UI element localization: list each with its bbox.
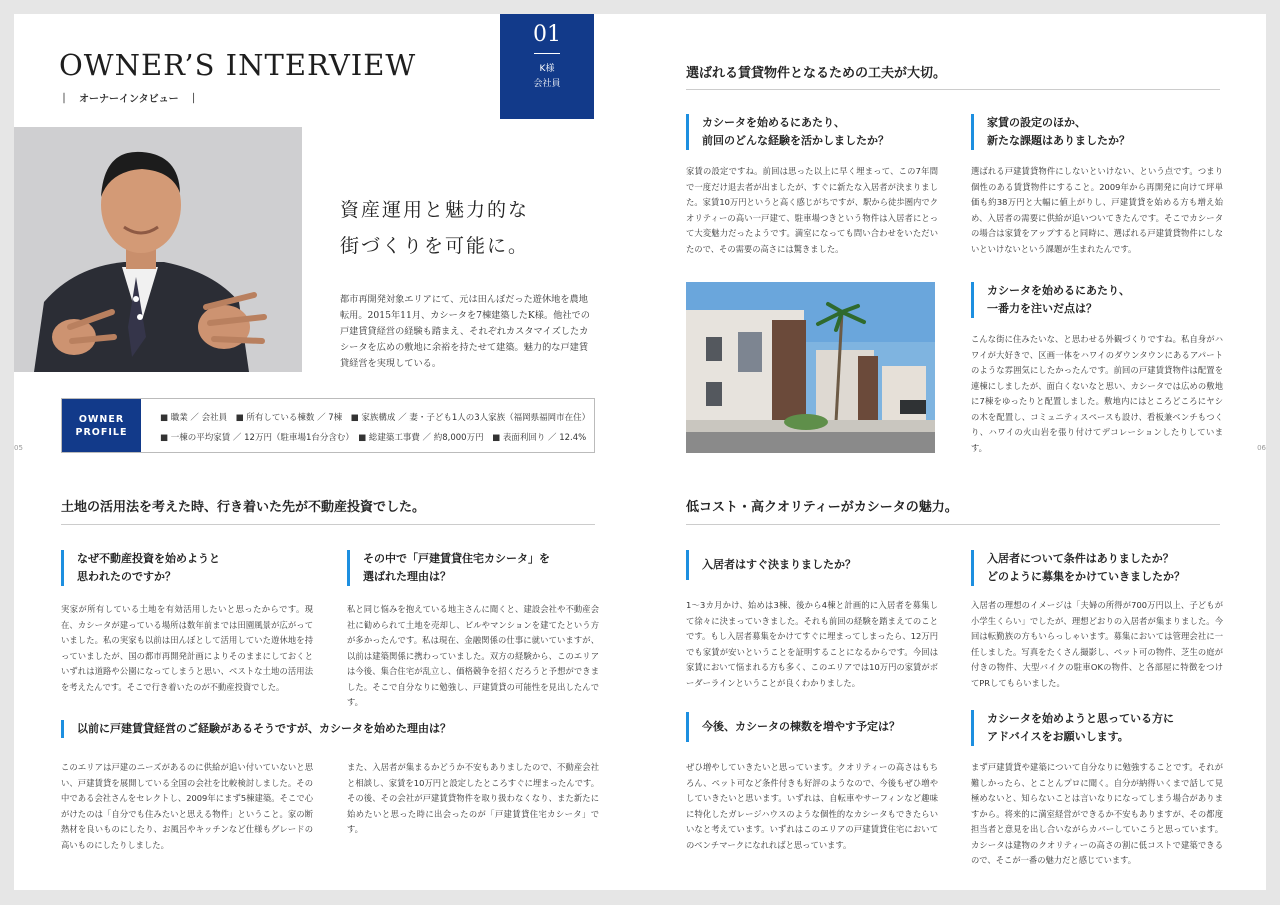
profile-row-1: ■ 職業 ／ 会社員 ■ 所有している棟数 ／ 7棟 ■ 家族構成 ／ 妻・子ども1人の3人家族（福岡県福岡市在住） bbox=[160, 413, 591, 423]
answer-previous-experience-2: また、入居者が集まるかどうか不安もありましたので、不動産会社と相談し、家賃を10万円と設定したところすぐに埋まったんです。その後、その会社が戸建賃貸物件を取り扱わなくなり、また新たに始めたいと思った時に出会ったのが「戸建賃貸住宅カシータ」です。 bbox=[347, 762, 599, 834]
title-en: OWNER’S INTERVIEW bbox=[59, 48, 417, 82]
question-line: 思われたのですか？ bbox=[77, 570, 176, 583]
section-heading-chosen-property: 選ばれる賃貸物件となるための工夫が大切。 bbox=[686, 66, 947, 81]
house-photo-illustration bbox=[686, 282, 935, 453]
answer-most-effort: こんな街に住みたいな、と思わせる外観づくりですね。私自身がハワイが大好きで、区画一体をハワイのダウンタウンにあるアパートのような雰囲気にしたかったんです。前回の戸建賃貸物件は配置を連棟にしましたが、面白くないなと思い、カシータでは広めの敷地に7棟をゆったりと配置しました。敷地内にはところどころにヤシの木を配置し、コミュニティスペースも設け、看板兼ベンチもつくり、ハワイの火山岩を張り付けてデコレーションしたりしています。 bbox=[971, 334, 1223, 453]
question-line: カシータを始めるにあたり、 bbox=[702, 116, 845, 129]
section-heading-low-cost: 低コスト・高クオリティーがカシータの魅力。 bbox=[686, 500, 958, 515]
section-divider bbox=[61, 524, 595, 525]
answer-tenant-conditions: 入居者の理想のイメージは「夫婦の所得が700万円以上、子どもが小学生くらい」でしたが、理想どおりの入居者が集まりました。今回は転勤族の方もいらっしゃいます。募集においては管理会社に一任しました。写真をたくさん撮影し、ペット可の物件、芝生の庭が付きの物件、大型バイクの駐車OKの物件、と各部屋に特徴をつけてPRしてもらいました。 bbox=[971, 600, 1223, 688]
badge-name: K様 bbox=[539, 64, 555, 74]
page-number-left: 05 bbox=[14, 444, 23, 452]
interview-number-badge bbox=[500, 14, 594, 119]
answer-advice: まず戸建賃貸や建築について自分なりに勉強することです。それが難しかったら、とことんプロに聞く。自分が納得いくまで話して見極めないと、知らないことは言いなりになってしまう場合がありますから。将来的に満室経営ができるか不安もありますが、その都度担当者と意見を出し合いながらカバーしていこうと思っています。カシータは建物のクオリティーの高さの割に低コストで建築できるので、そこが一番の魅力だと感じています。 bbox=[971, 762, 1223, 865]
question-future-plans: 今後、カシータの棟数を増やす予定は？ bbox=[686, 712, 936, 742]
profile-row-2: ■ 一棟の平均家賃 ／ 12万円（駐車場1台分含む） ■ 総建築工事費 ／ 約8,000万円 ■ 表面利回り ／ 12.4% bbox=[160, 433, 587, 443]
question-line: なぜ不動産投資を始めようと bbox=[77, 552, 220, 565]
answer-previous-experience-1: このエリアは戸建のニーズがあるのに供給が追い付いていないと思い、戸建賃貸を展開している全国の会社を比較検討しました。その中である会社さんをセレクトし、2009年にまず5棟建築。そこで心がけたのは「自分でも住みたいと思える物件」ということ。家の断熱材を良いものにしたり、お風呂やキッチンなど仕様もグレードの高いものにしたりしました。 bbox=[61, 762, 313, 850]
profile-label bbox=[62, 399, 141, 452]
lead-text: 都市再開発対象エリアにて、元は田んぼだった遊休地を農地転用。2015年11月、カシータを7棟建築したK様。他社での戸建賃貸経営の経験も踏まえ、それぞれカスタマイズしたカシータを広めの敷地に余裕を持たせて建築。魅力的な戸建賃貸経営を実現している。 bbox=[340, 294, 590, 369]
question-line: カシータを始めるにあたり、 bbox=[987, 284, 1130, 297]
question-line: その中で「戸建賃貸住宅カシータ」を bbox=[363, 552, 550, 565]
question-why-casita bbox=[347, 550, 597, 586]
catch-copy bbox=[340, 192, 529, 264]
question-line: カシータを始めようと思っている方に bbox=[987, 712, 1174, 725]
question-line: 選ばれた理由は？ bbox=[363, 570, 451, 583]
left-page bbox=[14, 14, 640, 890]
question-tenants-quickly: 入居者はすぐ決まりましたか？ bbox=[686, 550, 936, 580]
question-experience-used bbox=[686, 114, 936, 150]
owner-profile-box bbox=[61, 398, 595, 453]
question-most-effort bbox=[971, 282, 1221, 318]
answer-why-casita: 私と同じ悩みを抱えている地主さんに聞くと、建設会社や不動産会社に勧められて土地を売却し、ビルやマンションを建てたという方が多かったんです。私は現在、金融関係の仕事に就いていますが、以前は建築関係に携わっていました。双方の経験から、このエリアは今後、集合住宅が乱立し、価格競争を招くだろうと予想ができました。そこで自分なりに勉強し、戸建賃貸の可能性を見出したんです。 bbox=[347, 604, 599, 707]
question-line: 前回のどんな経験を活かしましたか？ bbox=[702, 134, 889, 147]
question-previous-experience: 以前に戸建賃貸経営のご経験があるそうですが、カシータを始めた理由は？ bbox=[61, 720, 595, 738]
title-ja: ｜ オーナーインタビュー ｜ bbox=[59, 94, 199, 105]
question-line: 家賃の設定のほか、 bbox=[987, 116, 1086, 129]
house-photo bbox=[686, 282, 935, 453]
question-advice bbox=[971, 710, 1221, 746]
owner-photo bbox=[14, 127, 302, 372]
answer-tenants-quickly: 1～3カ月かけ、始めは3棟、後から4棟と計画的に入居者を募集して徐々に決まっていきました。それも前回の経験を踏まえてのことです。もし入居者募集をかけてすぐに埋まってしまったら、12万円でも家賃が安いということを証明することになるからです。今回は家賃において悩まれる方も多く、このエリアでは10万円の家賃がボーダーラインということが良くわかりました。 bbox=[686, 600, 938, 688]
answer-experience-used: 家賃の設定ですね。前回は思った以上に早く埋まって、この7年間で一度だけ退去者が出ましたが、すぐに新たな入居者が決まりました。家賃10万円というと高く感じがちですが、駅から徒歩圏内でクオリティーの高い一戸建て、駐車場つきという物件は入居者にとって大変魅力だったようです。満室になっても問い合わせをいただいたので、その需要の高さには驚きました。 bbox=[686, 166, 938, 254]
answer-why-start: 実家が所有している土地を有効活用したいと思ったからです。現在、カシータが建っている場所は数年前までは田園風景が広がっていました。私の実家も以前は田んぼとして活用していた遊休地を持っていましたが、国の都市再開発計画によりそのままにしておくといずれは道路や公園になってしまうと思い、ベストな土地の活用法を考えたんです。そこで行き着いたのが不動産投資でした。 bbox=[61, 604, 313, 692]
question-tenant-conditions bbox=[971, 550, 1221, 586]
catch-line-2: 街づくりを可能に。 bbox=[340, 235, 530, 257]
section-divider bbox=[686, 524, 1220, 525]
page-number-right: 06 bbox=[1257, 444, 1266, 452]
profile-label-line-2: PROFILE bbox=[75, 427, 128, 438]
section-divider bbox=[686, 89, 1220, 90]
question-why-start bbox=[61, 550, 311, 586]
right-page bbox=[640, 14, 1266, 890]
question-line: どのように募集をかけていきましたか？ bbox=[987, 570, 1185, 583]
owner-photo-illustration bbox=[14, 127, 302, 372]
section-heading-land-use: 土地の活用法を考えた時、行き着いた先が不動産投資でした。 bbox=[61, 500, 426, 515]
question-line: 入居者について条件はありましたか？ bbox=[987, 552, 1174, 565]
answer-new-issues: 選ばれる戸建賃貸物件にしないといけない、という点です。つまり個性のある賃貸物件にすること。2009年から再開発に向けて坪単価も約38万円と大幅に値上がりし、戸建賃貸を始める方も増え始め、入居者の需要に供給が追いついてきたんです。そこでカシータの場合は家賃をアップすると同時に、選ばれる戸建賃貸物件にしないといけないという課題が生まれたんです。 bbox=[971, 166, 1223, 254]
question-line: アドバイスをお願いします。 bbox=[987, 730, 1129, 743]
question-new-issues bbox=[971, 114, 1221, 150]
badge-rule bbox=[534, 53, 560, 54]
answer-future-plans: ぜひ増やしていきたいと思っています。クオリティーの高さはもちろん、ペット可など条件付きも好評のようなので、今後もぜひ増やしていきたいと思います。いずれは、自転車やサーフィンなど趣味に特化したガレージハウスのような個性的なカシータもできたらいいなと考えています。いずれはこのエリアの戸建賃貸住宅においてのベンチマークになれればと思っています。 bbox=[686, 762, 938, 850]
badge-job: 会社員 bbox=[533, 79, 561, 89]
question-line: 一番力を注いだ点は？ bbox=[987, 302, 1097, 315]
badge-number: 01 bbox=[533, 22, 561, 47]
profile-label-line-1: OWNER bbox=[78, 414, 125, 425]
question-line: 新たな課題はありましたか？ bbox=[987, 134, 1130, 147]
catch-line-1: 資産運用と魅力的な bbox=[340, 199, 530, 221]
